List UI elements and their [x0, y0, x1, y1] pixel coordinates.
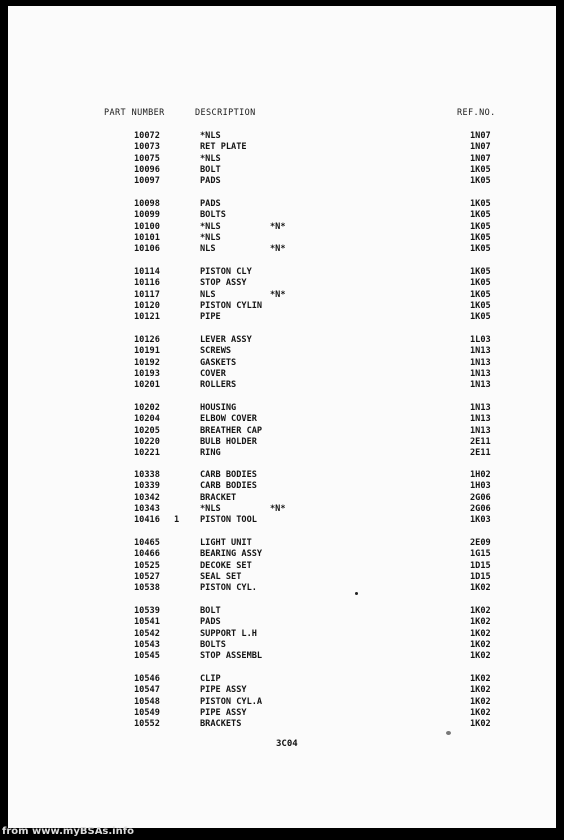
part-row — [8, 719, 556, 730]
part-number: 10099 — [134, 210, 160, 221]
part-description: BRACKET — [200, 492, 237, 503]
part-number: 10339 — [134, 481, 160, 492]
header-ref-no: REF.NO. — [457, 108, 496, 118]
part-description: *NLS — [200, 153, 221, 164]
part-description: *NLS — [200, 232, 221, 243]
part-row — [8, 470, 556, 481]
reference-number: 1K05 — [470, 289, 491, 300]
reference-number: 1K03 — [470, 515, 491, 526]
reference-number: 1K02 — [470, 651, 491, 662]
part-description: PIPE ASSY — [200, 707, 247, 718]
part-row — [8, 199, 556, 210]
part-description: STOP ASSEMBL — [200, 651, 263, 662]
part-number: 10338 — [134, 470, 160, 480]
part-row — [8, 380, 556, 391]
part-number: 10221 — [134, 448, 160, 459]
reference-number: 1N13 — [470, 346, 491, 357]
reference-number: 1D15 — [470, 571, 491, 582]
part-row — [8, 448, 556, 459]
part-description: NLS — [200, 289, 216, 300]
part-description: SCREWS — [200, 346, 232, 357]
part-description: PISTON TOOL — [200, 515, 257, 526]
part-number: 10465 — [134, 538, 160, 548]
part-row — [8, 301, 556, 312]
reference-number: 1N07 — [470, 131, 491, 141]
reference-number: 1K02 — [470, 628, 491, 639]
reference-number: 1K02 — [470, 639, 491, 650]
part-row — [8, 674, 556, 685]
part-row — [8, 708, 556, 719]
part-description: *NLS — [200, 221, 221, 232]
part-description: BEARING ASSY — [200, 549, 263, 560]
header-description: DESCRIPTION — [195, 108, 256, 118]
part-description: GASKETS — [200, 357, 237, 368]
reference-number: 2E09 — [470, 538, 491, 548]
reference-number: 1N07 — [470, 153, 491, 164]
part-description: PIPE ASSY — [200, 685, 247, 696]
reference-number: 1K05 — [470, 164, 491, 175]
part-flag: *N* — [270, 503, 286, 514]
part-description: BOLTS — [200, 210, 226, 221]
reference-number: 1K05 — [470, 221, 491, 232]
part-flag: *N* — [270, 221, 286, 232]
part-description: BRACKETS — [200, 719, 242, 730]
part-number: 10548 — [134, 696, 160, 707]
part-number: 10541 — [134, 617, 160, 628]
reference-number: 1N13 — [470, 368, 491, 379]
part-number: 10205 — [134, 425, 160, 436]
reference-number: 1K02 — [470, 719, 491, 730]
part-description: BREATHER CAP — [200, 425, 263, 436]
part-number: 10073 — [134, 142, 160, 153]
reference-number: 1K02 — [470, 696, 491, 707]
part-row — [8, 561, 556, 572]
part-description: RET PLATE — [200, 142, 247, 153]
part-row — [8, 278, 556, 289]
part-number: 10525 — [134, 560, 160, 571]
scan-speck — [355, 592, 358, 595]
part-row — [8, 233, 556, 244]
part-description: PADS — [200, 176, 221, 187]
document-page — [8, 6, 556, 828]
reference-number: 1H03 — [470, 481, 491, 492]
part-row — [8, 538, 556, 549]
part-row — [8, 154, 556, 165]
part-number: 10342 — [134, 492, 160, 503]
part-number: 10527 — [134, 571, 160, 582]
reference-number: 1N13 — [470, 380, 491, 391]
part-row — [8, 640, 556, 651]
part-row — [8, 651, 556, 662]
item-number: 1 — [174, 515, 180, 526]
reference-number: 1K05 — [470, 176, 491, 187]
part-row — [8, 481, 556, 492]
part-row — [8, 165, 556, 176]
part-row — [8, 617, 556, 628]
part-row — [8, 437, 556, 448]
part-row — [8, 346, 556, 357]
part-number: 10542 — [134, 628, 160, 639]
part-number: 10116 — [134, 278, 160, 289]
part-row — [8, 504, 556, 515]
part-row — [8, 606, 556, 617]
part-number: 10202 — [134, 403, 160, 413]
reference-number: 1L03 — [470, 335, 491, 345]
reference-number: 1N13 — [470, 403, 491, 413]
part-number: 10114 — [134, 267, 160, 277]
part-flag: *N* — [270, 289, 286, 300]
part-description: ROLLERS — [200, 380, 237, 391]
part-number: 10545 — [134, 651, 160, 662]
reference-number: 1K05 — [470, 210, 491, 221]
reference-number: 1K05 — [470, 300, 491, 311]
part-number: 10343 — [134, 503, 160, 514]
part-description: PISTON CLY — [200, 267, 252, 277]
part-description: ELBOW COVER — [200, 414, 257, 425]
part-description: PISTON CYL. — [200, 583, 257, 594]
reference-number: 2E11 — [470, 448, 491, 459]
scan-speck — [446, 731, 451, 735]
part-number: 10121 — [134, 312, 160, 323]
part-row — [8, 142, 556, 153]
part-description: BOLT — [200, 606, 221, 616]
reference-number: 1K05 — [470, 312, 491, 323]
part-description: CARB BODIES — [200, 481, 257, 492]
reference-number: 1K02 — [470, 674, 491, 684]
reference-number: 1H02 — [470, 470, 491, 480]
part-row — [8, 312, 556, 323]
part-row — [8, 358, 556, 369]
part-row — [8, 131, 556, 142]
part-row — [8, 493, 556, 504]
part-number: 10546 — [134, 674, 160, 684]
part-number: 10098 — [134, 199, 160, 209]
part-number: 10466 — [134, 549, 160, 560]
part-description: PISTON CYL.A — [200, 696, 263, 707]
part-row — [8, 583, 556, 594]
part-row — [8, 335, 556, 346]
part-row — [8, 414, 556, 425]
part-number: 10096 — [134, 164, 160, 175]
page-code: 3C04 — [276, 739, 298, 749]
reference-number: 1K02 — [470, 617, 491, 628]
part-number: 10543 — [134, 639, 160, 650]
part-number: 10191 — [134, 346, 160, 357]
part-number: 10072 — [134, 131, 160, 141]
part-row — [8, 572, 556, 583]
part-number: 10075 — [134, 153, 160, 164]
reference-number: 1G15 — [470, 549, 491, 560]
part-flag: *N* — [270, 244, 286, 255]
part-row — [8, 267, 556, 278]
part-number: 10192 — [134, 357, 160, 368]
part-number: 10126 — [134, 335, 160, 345]
reference-number: 1N13 — [470, 357, 491, 368]
part-number: 10120 — [134, 300, 160, 311]
part-number: 10204 — [134, 414, 160, 425]
part-description: CLIP — [200, 674, 221, 684]
part-description: PISTON CYLIN — [200, 300, 263, 311]
reference-number: 1N13 — [470, 414, 491, 425]
reference-number: 1K02 — [470, 707, 491, 718]
part-description: SEAL SET — [200, 571, 242, 582]
part-number: 10193 — [134, 368, 160, 379]
reference-number: 1K05 — [470, 278, 491, 289]
reference-number: 2E11 — [470, 436, 491, 447]
part-description: SUPPORT L.H — [200, 628, 257, 639]
part-row — [8, 629, 556, 640]
part-number: 10549 — [134, 707, 160, 718]
part-row — [8, 244, 556, 255]
reference-number: 1D15 — [470, 560, 491, 571]
part-number: 10101 — [134, 232, 160, 243]
part-description: BOLTS — [200, 639, 226, 650]
reference-number: 1K02 — [470, 583, 491, 594]
part-description: PADS — [200, 199, 221, 209]
part-number: 10097 — [134, 176, 160, 187]
part-description: LEVER ASSY — [200, 335, 252, 345]
part-description: RING — [200, 448, 221, 459]
part-description: NLS — [200, 244, 216, 255]
part-description: PADS — [200, 617, 221, 628]
part-description: *NLS — [200, 131, 221, 141]
part-number: 10416 — [134, 515, 160, 526]
part-row — [8, 549, 556, 560]
reference-number: 1K02 — [470, 685, 491, 696]
header-part-number: PART NUMBER — [104, 108, 165, 118]
part-row — [8, 290, 556, 301]
part-description: COVER — [200, 368, 226, 379]
reference-number: 1N13 — [470, 425, 491, 436]
part-number: 10106 — [134, 244, 160, 255]
part-row — [8, 685, 556, 696]
part-row — [8, 210, 556, 221]
part-number: 10117 — [134, 289, 160, 300]
part-number: 10100 — [134, 221, 160, 232]
part-description: PIPE — [200, 312, 221, 323]
part-description: DECOKE SET — [200, 560, 252, 571]
reference-number: 2G06 — [470, 503, 491, 514]
part-description: CARB BODIES — [200, 470, 257, 480]
reference-number: 1K05 — [470, 232, 491, 243]
part-description: BOLT — [200, 164, 221, 175]
part-row — [8, 426, 556, 437]
part-row — [8, 697, 556, 708]
part-number: 10539 — [134, 606, 160, 616]
reference-number: 1K05 — [470, 199, 491, 209]
part-number: 10538 — [134, 583, 160, 594]
part-number: 10201 — [134, 380, 160, 391]
part-description: LIGHT UNIT — [200, 538, 252, 548]
part-description: STOP ASSY — [200, 278, 247, 289]
part-number: 10220 — [134, 436, 160, 447]
reference-number: 1K05 — [470, 267, 491, 277]
part-description: HOUSING — [200, 403, 237, 413]
part-row — [8, 176, 556, 187]
part-description: BULB HOLDER — [200, 436, 257, 447]
reference-number: 1K05 — [470, 244, 491, 255]
reference-number: 2G06 — [470, 492, 491, 503]
part-row — [8, 403, 556, 414]
part-number: 10552 — [134, 719, 160, 730]
part-description: *NLS — [200, 503, 221, 514]
watermark-overlay: from www.myBSAs.info — [2, 826, 134, 837]
part-row — [8, 369, 556, 380]
part-row — [8, 515, 556, 526]
reference-number: 1N07 — [470, 142, 491, 153]
part-number: 10547 — [134, 685, 160, 696]
reference-number: 1K02 — [470, 606, 491, 616]
part-row — [8, 222, 556, 233]
